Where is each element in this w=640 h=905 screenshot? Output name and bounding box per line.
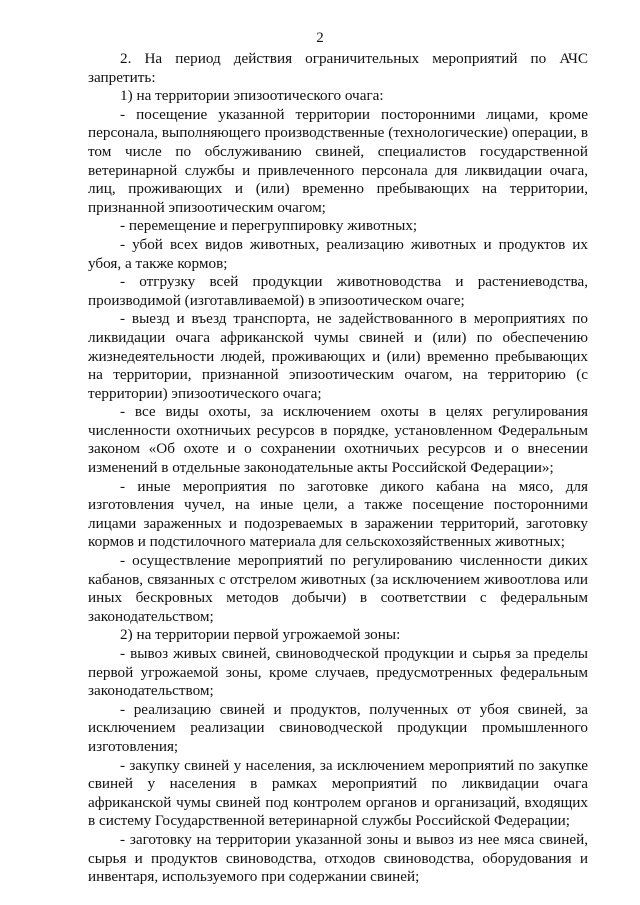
subsection-heading-episootic-focus: 1) на территории эпизоотического очага: (120, 87, 384, 105)
list-item: - выезд и въезд транспорта, не задействованного в мероприятиях по ликвидации очага африканской чумы свиней и (или) по обеспечению жизнедеятельности людей, проживающих и (или) временно пребывающих на территории, признанной эпизоотическим очагом, на территорию (с территории) эпизоотического очага; (88, 310, 588, 402)
page-number: 2 (316, 30, 324, 46)
list-item: - иные мероприятия по заготовке дикого кабана на мясо, для изготовления чучел, на иные цели, а также посещение посторонними лицами зараженных и подозреваемых в заражении территорий, заготовку кормов и подстилочного материала для сельскохозяйственных животных; (88, 477, 588, 551)
list-item: - осуществление мероприятий по регулированию численности диких кабанов, связанных с отстрелом животных (за исключением живоотлова или иных бескровных методов добычи) в соответствии с федеральным законодательством; (88, 552, 588, 625)
list-item: - вывоз живых свиней, свиноводческой продукции и сырья за пределы первой угрожаемой зоны, кроме случаев, предусмотренных федеральным законодательством; (88, 645, 588, 700)
section-heading: 2. На период действия ограничительных мероприятий по АЧС запретить: (88, 50, 588, 86)
document-body (88, 50, 588, 887)
list-item: - отгрузку всей продукции животноводства и растениеводства, производимой (изготавливаемой) в эпизоотическом очаге; (88, 273, 588, 309)
list-item: - перемещение и перегруппировку животных; (120, 217, 418, 235)
list-item: - посещение указанной территории посторонними лицами, кроме персонала, выполняющего производственные (технологические) операции, в том числе по обслуживанию свиней, специалистов государственной ветеринарной службы и привлеченного персонала для ликвидации очага, лиц, проживающих и (или) временно пребывающих на территории, признанной эпизоотическим очагом; (88, 105, 588, 216)
list-item: - закупку свиней у населения, за исключением мероприятий по закупке свиней у населения в рамках мероприятий по ликвидации очага африканской чумы свиней под контролем органов и организаций, входящих в систему Государственной ветеринарной службы Российской Федерации; (88, 756, 588, 830)
list-item: - убой всех видов животных, реализацию животных и продуктов их убоя, а также кормов; (88, 235, 588, 272)
subsection-heading-first-threat-zone: 2) на территории первой угрожаемой зоны: (120, 626, 401, 644)
list-item: - заготовку на территории указанной зоны и вывоз из нее мяса свиней, сырья и продуктов свиноводства, отходов свиноводства, оборудования и инвентаря, используемого при содержании свиней; (88, 830, 588, 886)
list-item: - реализацию свиней и продуктов, полученных от убоя свиней, за исключением реализации свиноводческой продукции промышленного изготовления; (88, 700, 588, 755)
list-item: - все виды охоты, за исключением охоты в целях регулирования численности охотничьих ресурсов в порядке, установленном Федеральным законом «Об охоте и о сохранении охотничьих ресурсов и о внесении изменений в отдельные законодательные акты Российской Федерации»; (88, 403, 588, 477)
